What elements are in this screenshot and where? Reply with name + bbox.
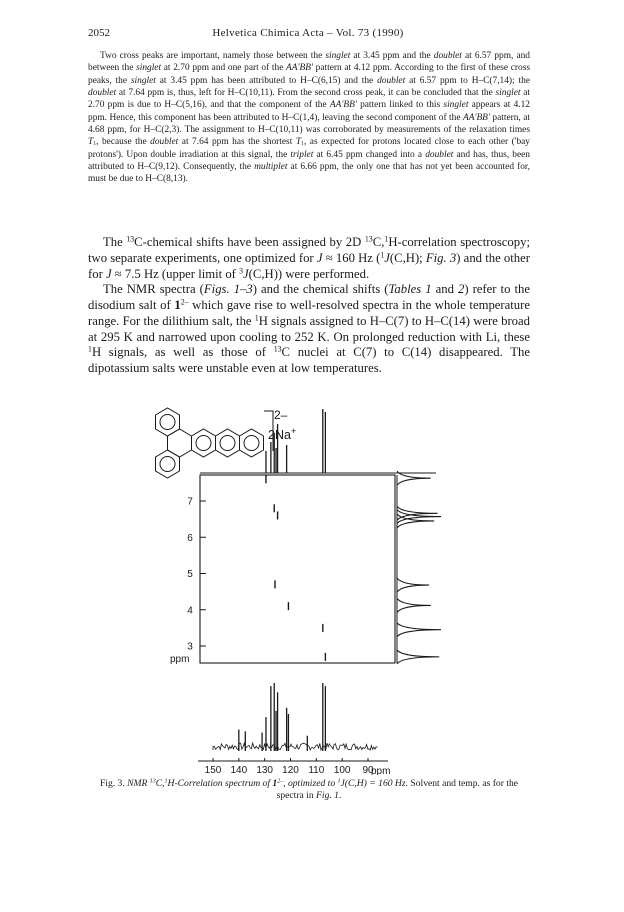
page-number: 2052	[88, 27, 110, 39]
x-tick-label: 110	[308, 765, 325, 775]
small-paragraph-text: Two cross peaks are important, namely those between the singlet at 3.45 ppm and the doublet at 6.57 ppm, and between the singlet at 2.70 ppm and one part of the AA'BB' pattern at 4.12 ppm. According to the first of these cross peaks, the singlet at 3.45 ppm has been attributed to H–C(6,15) and the doublet at 6.57 ppm to H–C(7,14); the doublet at 7.64 ppm is, thus, left for H–C(10,11). From the second cross peak, it can be concluded that the singlet at 2.70 ppm is due to H–C(5,16), and that the component of the AA'BB' pattern linked to this singlet appears at 4.12 ppm. Hence, this component has been attributed to H–C(1,4), leaving the second component of the AA'BB' pattern, at 4.68 ppm, for H–C(2,3). The assignment to H–C(10,11) was corroborated by measurements of the relaxation times $T_1$, because the doublet at 7.64 ppm has the shortest $T_1$, as expected for protons located close to each other ('bay protons'). Upon double irradiation at this signal, the triplet at 6.45 ppm changed into a doublet and has, thus, been attributed to H–C(9,12). Consequently, the multiplet at 6.66 ppm, the only one that has not yet been accounted for, must be due to H–C(8,13).	[88, 51, 531, 185]
spectrum-noise-baseline	[213, 743, 377, 750]
counterion-label: 2Na+	[268, 426, 297, 442]
ring-acene-2	[216, 429, 240, 457]
small-paragraph	[88, 50, 530, 186]
main-text	[88, 235, 530, 377]
x-tick-label: 150	[204, 765, 222, 775]
x-tick-label: 120	[282, 765, 299, 775]
ring-top-phenyl	[156, 408, 180, 436]
y-axis	[187, 497, 206, 653]
figure-3	[140, 407, 480, 775]
paragraph-nmr-spectra: The NMR spectra (Figs. 1–3) and the chemical shifts (Tables 1 and 2) refer to the disodium salt of $1^{2-}$ which gave rise to well-resolved spectra in the whole temperature range. For the dilithium salt, the $^1$H signals assigned to H–C(7) to H–C(14) were broad at 295 K and narrowed upon cooling to 252 K. On prolonged reduction with Li, these $^1$H signals, as well as those of $^{13}$C nuclei at C(7) to C(14) disappeared. The dipotassium salts were unstable even at low temperatures.	[88, 282, 531, 375]
y-tick-label: 7	[187, 496, 193, 508]
x-tick-label: 90	[362, 765, 374, 775]
x-tick-label: 130	[256, 765, 274, 775]
side-projection-peak	[397, 623, 441, 637]
top-projection	[200, 409, 436, 473]
ring-bottom-phenyl	[156, 450, 180, 478]
ring-acene-1	[192, 429, 216, 457]
side-projection	[397, 471, 441, 664]
x-tick-label: 140	[230, 765, 248, 775]
y-tick-label: 4	[187, 605, 193, 617]
bottom-spectrum	[213, 683, 377, 751]
cross-peaks	[266, 475, 325, 661]
y-tick-label: 3	[187, 641, 193, 653]
side-projection-peak	[397, 598, 431, 612]
correlation-plot-frame	[200, 475, 395, 663]
figure-caption: Fig. 3. NMR $^{13}$C,$^1$H-Correlation spectrum of $1^{2-}$, optimized to $^1$J(C,H) = 160 Hz. Solvent and temp. as for the spectra in Fig. 1.	[99, 778, 519, 802]
molecule-structure	[156, 408, 264, 478]
y-axis-unit: ppm	[170, 654, 190, 665]
side-projection-peak	[397, 650, 439, 664]
side-projection-peak	[397, 578, 429, 592]
ring-central	[168, 429, 192, 457]
x-tick-label: 100	[333, 765, 351, 775]
paragraph-13c-assignment: The $^{13}$C-chemical shifts have been assigned by 2D $^{13}$C,$^1$H-correlation spectroscopy; two separate experiments, one optimized for J ≈ 160 Hz ($^1$J(C,H); Fig. 3) and the other for J ≈ 7.5 Hz (upper limit of $^3$J(C,H)) were performed.	[88, 234, 530, 281]
y-tick-label: 6	[187, 532, 193, 544]
x-axis-unit: ppm	[371, 766, 391, 775]
ring-acene-3	[240, 429, 264, 457]
charge-label: 2–	[274, 408, 288, 422]
running-header	[88, 27, 528, 41]
journal-title: Helvetica Chimica Acta – Vol. 73 (1990)	[212, 27, 404, 39]
y-tick-label: 5	[187, 569, 193, 580]
